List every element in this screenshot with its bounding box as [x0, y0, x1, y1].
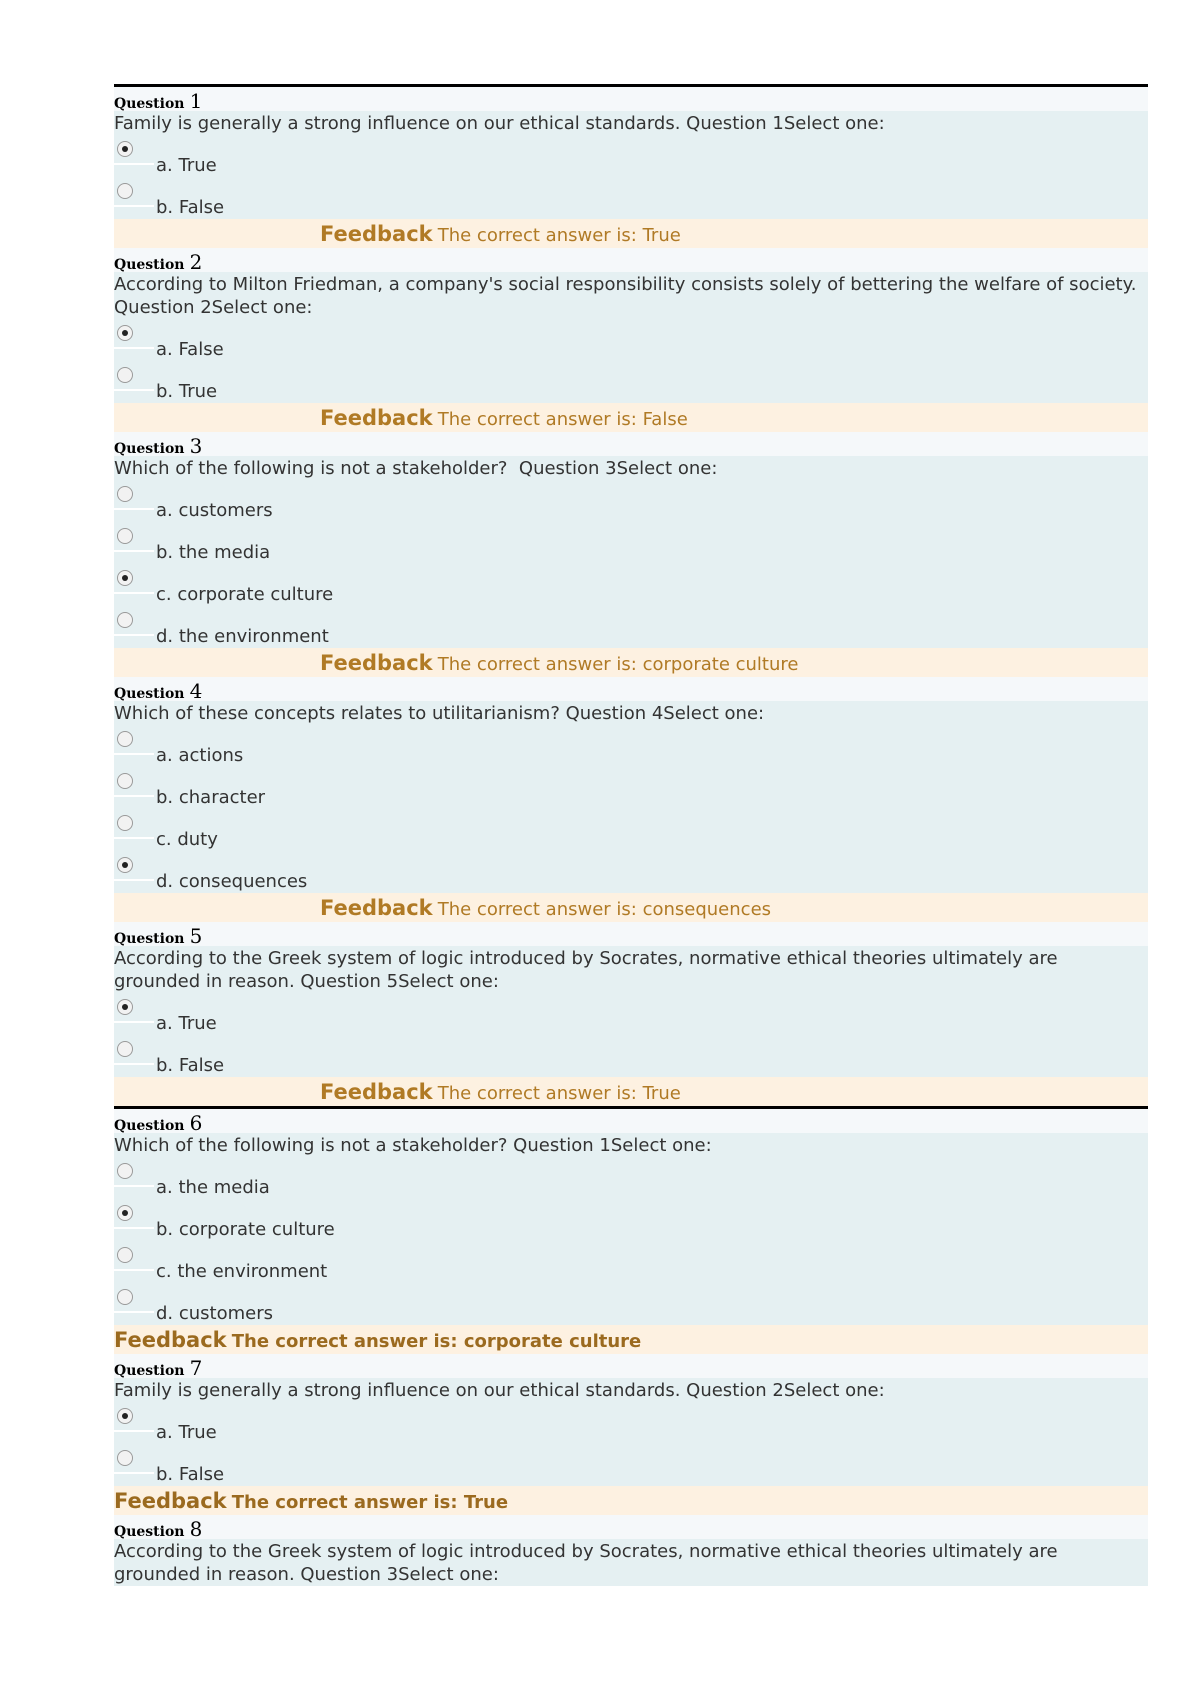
radio-button[interactable]: [117, 1408, 133, 1424]
answer-option[interactable]: [114, 725, 1148, 767]
question-content: [114, 946, 1148, 1077]
question-label: [114, 436, 202, 456]
option-label: b. the media: [156, 542, 271, 563]
question-number: 6: [189, 1111, 203, 1135]
radio-button[interactable]: [117, 1450, 133, 1466]
feedback-answer: The correct answer is: True: [437, 1083, 681, 1104]
question-label: [114, 1358, 202, 1378]
answer-option[interactable]: [114, 851, 1148, 893]
feedback-bar: [114, 403, 1148, 432]
radio-underline: [114, 205, 154, 207]
answer-option[interactable]: [114, 480, 1148, 522]
radio-underline: [114, 753, 154, 755]
question-block: [114, 432, 1148, 677]
question-header: [114, 87, 1148, 111]
option-label: a. True: [156, 155, 217, 176]
question-header: [114, 248, 1148, 272]
question-word: Question: [114, 931, 185, 947]
question-label: [114, 252, 202, 272]
question-number: 7: [189, 1356, 203, 1380]
radio-button[interactable]: [117, 528, 133, 544]
option-label: a. customers: [156, 500, 273, 521]
feedback-bar: [114, 1486, 1148, 1515]
option-label: c. duty: [156, 829, 218, 850]
radio-underline: [114, 1185, 154, 1187]
question-text: Which of the following is not a stakeholder? Question 3Select one:: [114, 458, 718, 479]
answer-option[interactable]: [114, 135, 1148, 177]
question-text: Family is generally a strong influence on our ethical standards. Question 2Select one:: [114, 1380, 885, 1401]
feedback-label: Feedback: [114, 1328, 227, 1352]
radio-button[interactable]: [117, 612, 133, 628]
option-label: b. False: [156, 1464, 225, 1485]
question-text: Which of these concepts relates to utilitarianism? Question 4Select one:: [114, 703, 765, 724]
question-content: [114, 111, 1148, 219]
option-label: b. character: [156, 787, 266, 808]
feedback-answer: The correct answer is: True: [437, 225, 681, 246]
feedback-answer: The correct answer is: False: [437, 409, 688, 430]
question-number: 1: [189, 89, 203, 113]
option-label: c. corporate culture: [156, 584, 334, 605]
option-label: d. the environment: [156, 626, 329, 647]
option-label: a. True: [156, 1013, 217, 1034]
option-label: d. consequences: [156, 871, 308, 892]
radio-button[interactable]: [117, 486, 133, 502]
feedback-answer: The correct answer is: corporate culture: [437, 654, 799, 675]
option-label: b. False: [156, 1055, 225, 1076]
answer-option[interactable]: [114, 1035, 1148, 1077]
radio-underline: [114, 837, 154, 839]
feedback-bar: [114, 219, 1148, 248]
answer-option[interactable]: [114, 1241, 1148, 1283]
radio-button[interactable]: [117, 367, 133, 383]
radio-button[interactable]: [117, 1041, 133, 1057]
question-word: Question: [114, 257, 185, 273]
question-content: [114, 1539, 1148, 1586]
feedback-bar: [114, 893, 1148, 922]
radio-underline: [114, 1269, 154, 1271]
radio-button[interactable]: [117, 141, 133, 157]
question-text: Which of the following is not a stakeholder? Question 1Select one:: [114, 1135, 712, 1156]
answer-option[interactable]: [114, 177, 1148, 219]
radio-button[interactable]: [117, 999, 133, 1015]
question-text: According to Milton Friedman, a company's social responsibility consists solely of bettering the welfare of society. Question 2Select one:: [114, 274, 1143, 318]
feedback-answer: The correct answer is: corporate culture: [231, 1331, 642, 1352]
question-content: [114, 1378, 1148, 1486]
radio-button[interactable]: [117, 1289, 133, 1305]
question-content: [114, 1133, 1148, 1325]
question-word: Question: [114, 1524, 185, 1540]
radio-button[interactable]: [117, 773, 133, 789]
question-block: [114, 1515, 1148, 1586]
radio-underline: [114, 634, 154, 636]
radio-underline: [114, 879, 154, 881]
question-content: [114, 456, 1148, 648]
answer-option[interactable]: [114, 1402, 1148, 1444]
option-label: a. True: [156, 1422, 217, 1443]
radio-underline: [114, 1021, 154, 1023]
radio-button[interactable]: [117, 815, 133, 831]
question-text: According to the Greek system of logic introduced by Socrates, normative ethical theories ultimately are grounded in reason. Question 3Select one:: [114, 1541, 1064, 1585]
question-word: Question: [114, 686, 185, 702]
feedback-label: Feedback: [320, 651, 433, 675]
feedback-bar: [114, 1077, 1148, 1106]
question-word: Question: [114, 1118, 185, 1134]
radio-button[interactable]: [117, 1205, 133, 1221]
question-header: [114, 1515, 1148, 1539]
question-number: 2: [189, 250, 203, 274]
question-block: [114, 1354, 1148, 1515]
question-label: [114, 1113, 202, 1133]
question-header: [114, 1354, 1148, 1378]
feedback-bar: [114, 1325, 1148, 1354]
question-word: Question: [114, 1363, 185, 1379]
question-block: [114, 87, 1148, 248]
question-label: [114, 681, 202, 701]
radio-button[interactable]: [117, 1163, 133, 1179]
feedback-answer: The correct answer is: True: [231, 1492, 509, 1513]
radio-button[interactable]: [117, 731, 133, 747]
answer-option[interactable]: [114, 1444, 1148, 1486]
answer-option[interactable]: [114, 319, 1148, 361]
feedback-label: Feedback: [114, 1489, 227, 1513]
feedback-label: Feedback: [320, 896, 433, 920]
question-header: [114, 432, 1148, 456]
question-header: [114, 1109, 1148, 1133]
answer-option[interactable]: [114, 809, 1148, 851]
radio-button[interactable]: [117, 1247, 133, 1263]
answer-option[interactable]: [114, 564, 1148, 606]
feedback-bar: [114, 648, 1148, 677]
radio-underline: [114, 1311, 154, 1313]
question-block: [114, 1109, 1148, 1354]
radio-underline: [114, 347, 154, 349]
radio-button[interactable]: [117, 183, 133, 199]
radio-underline: [114, 389, 154, 391]
question-header: [114, 922, 1148, 946]
radio-underline: [114, 795, 154, 797]
answer-option[interactable]: [114, 1283, 1148, 1325]
answer-option[interactable]: [114, 1199, 1148, 1241]
question-word: Question: [114, 96, 185, 112]
question-content: [114, 701, 1148, 893]
option-label: b. False: [156, 197, 225, 218]
radio-underline: [114, 1430, 154, 1432]
radio-underline: [114, 1227, 154, 1229]
option-label: c. the environment: [156, 1261, 328, 1282]
option-label: d. customers: [156, 1303, 274, 1324]
question-word: Question: [114, 441, 185, 457]
question-text: Family is generally a strong influence on our ethical standards. Question 1Select one:: [114, 113, 885, 134]
answer-option[interactable]: [114, 522, 1148, 564]
question-block: [114, 677, 1148, 922]
feedback-label: Feedback: [320, 222, 433, 246]
feedback-label: Feedback: [320, 1080, 433, 1104]
answer-option[interactable]: [114, 767, 1148, 809]
radio-underline: [114, 163, 154, 165]
answer-option[interactable]: [114, 993, 1148, 1035]
question-label: [114, 1519, 202, 1539]
question-header: [114, 677, 1148, 701]
question-number: 3: [189, 434, 203, 458]
answer-option[interactable]: [114, 606, 1148, 648]
radio-underline: [114, 1472, 154, 1474]
quiz-review-page: [114, 84, 1148, 1586]
question-label: [114, 926, 202, 946]
question-label: [114, 91, 202, 111]
radio-button[interactable]: [117, 570, 133, 586]
option-label: a. the media: [156, 1177, 270, 1198]
question-number: 5: [189, 924, 203, 948]
question-block: [114, 248, 1148, 432]
question-number: 8: [189, 1517, 203, 1541]
radio-underline: [114, 508, 154, 510]
radio-button[interactable]: [117, 325, 133, 341]
question-content: [114, 272, 1148, 403]
radio-underline: [114, 592, 154, 594]
question-block: [114, 922, 1148, 1106]
option-label: a. False: [156, 339, 224, 360]
question-number: 4: [189, 679, 203, 703]
answer-option[interactable]: [114, 1157, 1148, 1199]
feedback-answer: The correct answer is: consequences: [437, 899, 772, 920]
option-label: b. True: [156, 381, 218, 402]
radio-button[interactable]: [117, 857, 133, 873]
radio-underline: [114, 550, 154, 552]
question-text: According to the Greek system of logic introduced by Socrates, normative ethical theories ultimately are grounded in reason. Question 5Select one:: [114, 948, 1064, 992]
answer-option[interactable]: [114, 361, 1148, 403]
option-label: a. actions: [156, 745, 244, 766]
feedback-label: Feedback: [320, 406, 433, 430]
option-label: b. corporate culture: [156, 1219, 335, 1240]
radio-underline: [114, 1063, 154, 1065]
